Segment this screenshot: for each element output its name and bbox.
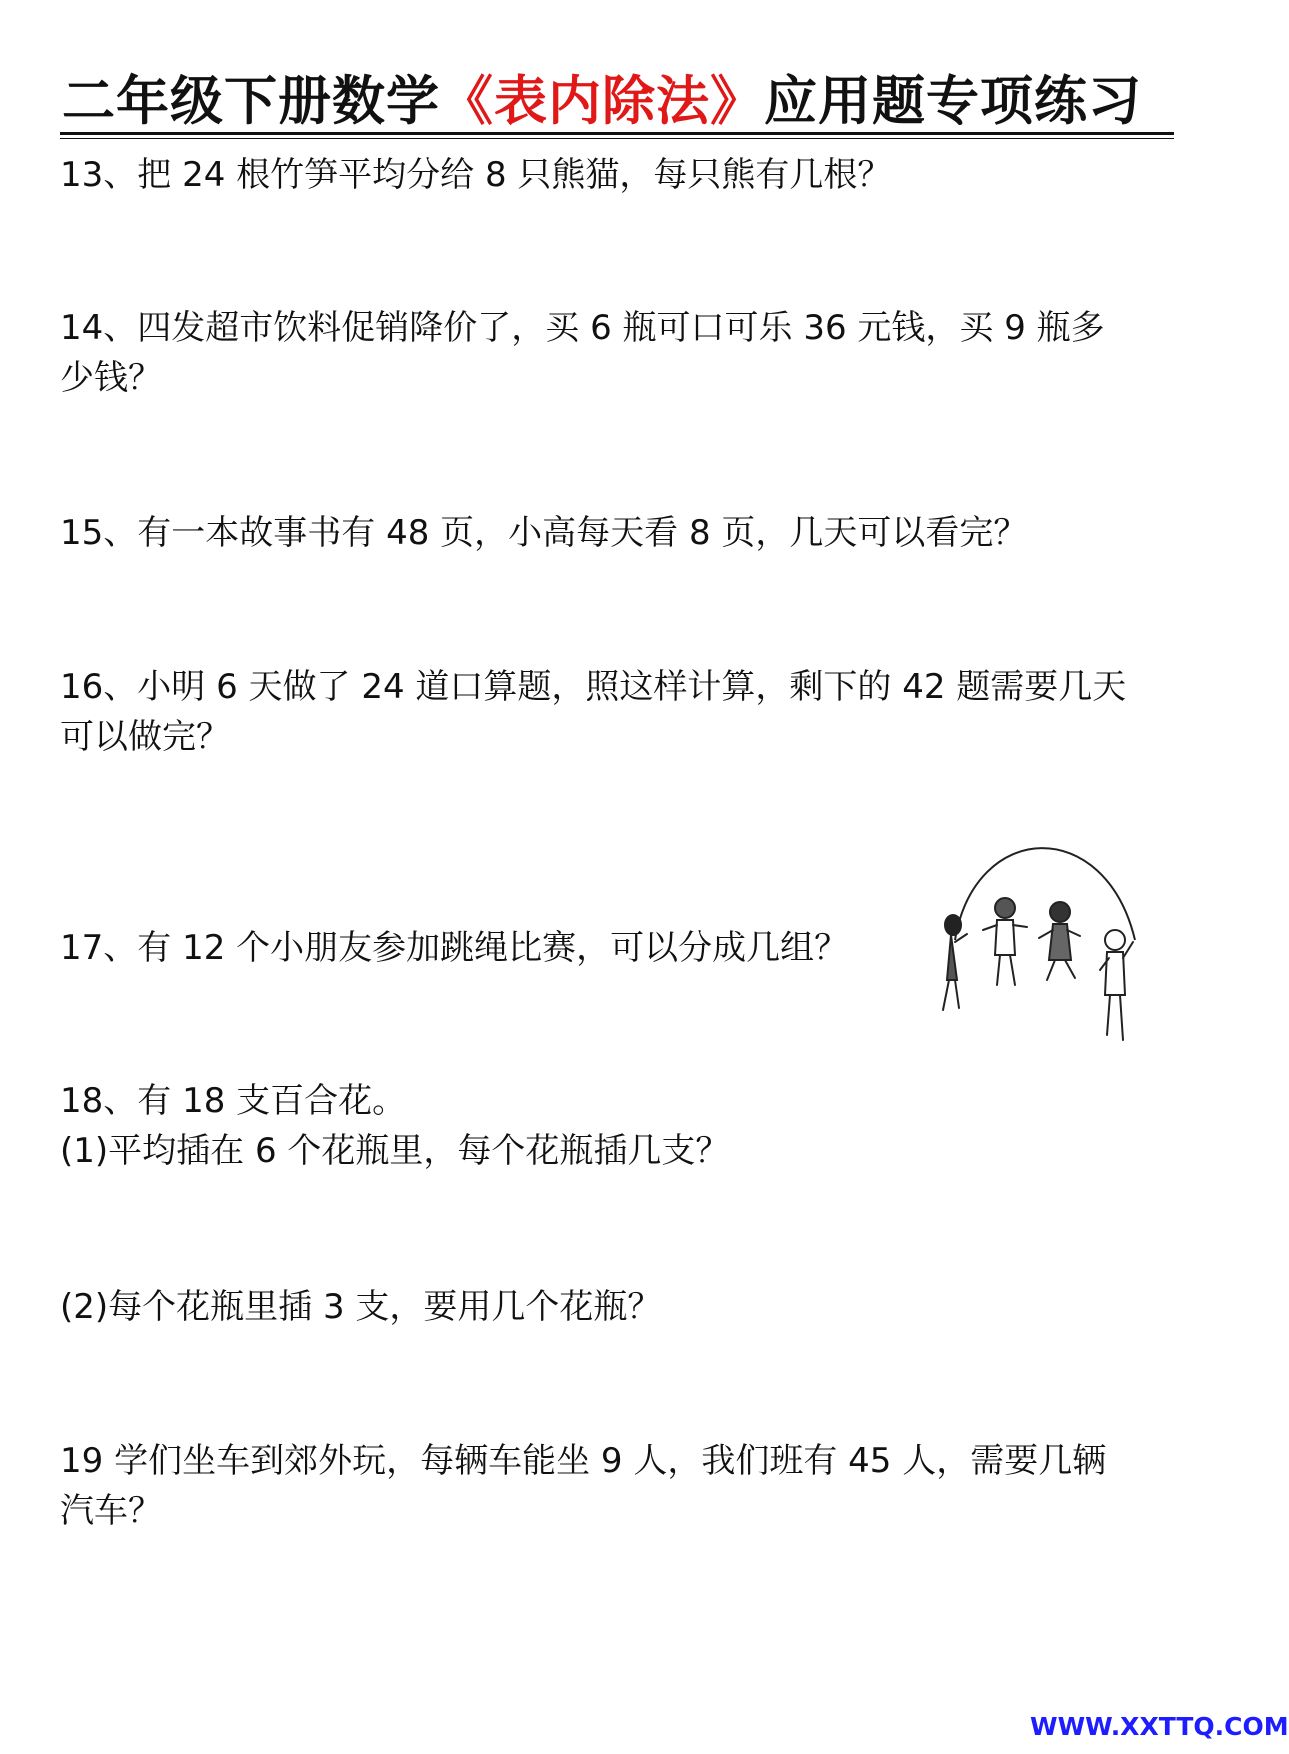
title-part-3: 应用题专项练习 xyxy=(764,70,1142,132)
question-17: 17、有 12 个小朋友参加跳绳比赛，可以分成几组？ xyxy=(60,928,849,968)
question-19-line-2: 汽车？ xyxy=(60,1491,162,1531)
watermark-url: WWW.XXTTQ.COM xyxy=(1030,1712,1289,1741)
title-underline-thick xyxy=(60,132,1174,135)
question-15: 15、有一本故事书有 48 页，小高每天看 8 页，几天可以看完？ xyxy=(60,513,1028,553)
question-14-line-1: 14、四发超市饮料促销降价了，买 6 瓶可口可乐 36 元钱，买 9 瓶多 xyxy=(60,308,1105,348)
question-18: 18、有 18 支百合花。 xyxy=(60,1081,407,1121)
question-18-part-2: (2)每个花瓶里插 3 支，要用几个花瓶？ xyxy=(60,1287,662,1327)
question-19-line-1: 19 学们坐车到郊外玩，每辆车能坐 9 人，我们班有 45 人，需要几辆 xyxy=(60,1441,1107,1481)
title-underline-thin xyxy=(60,138,1174,139)
question-16-line-2: 可以做完？ xyxy=(60,717,230,757)
question-13: 13、把 24 根竹笋平均分给 8 只熊猫，每只熊有几根？ xyxy=(60,155,892,195)
page-title xyxy=(62,66,1172,136)
question-18-part-1: (1)平均插在 6 个花瓶里，每个花瓶插几支？ xyxy=(60,1131,730,1171)
question-16-line-1: 16、小明 6 天做了 24 道口算题，照这样计算，剩下的 42 题需要几天 xyxy=(60,667,1127,707)
jump-rope-children-icon xyxy=(935,830,1155,1060)
question-14-line-2: 少钱？ xyxy=(60,358,162,398)
title-part-2: 《表内除法》 xyxy=(440,70,764,132)
title-part-1: 二年级下册数学 xyxy=(62,70,440,132)
